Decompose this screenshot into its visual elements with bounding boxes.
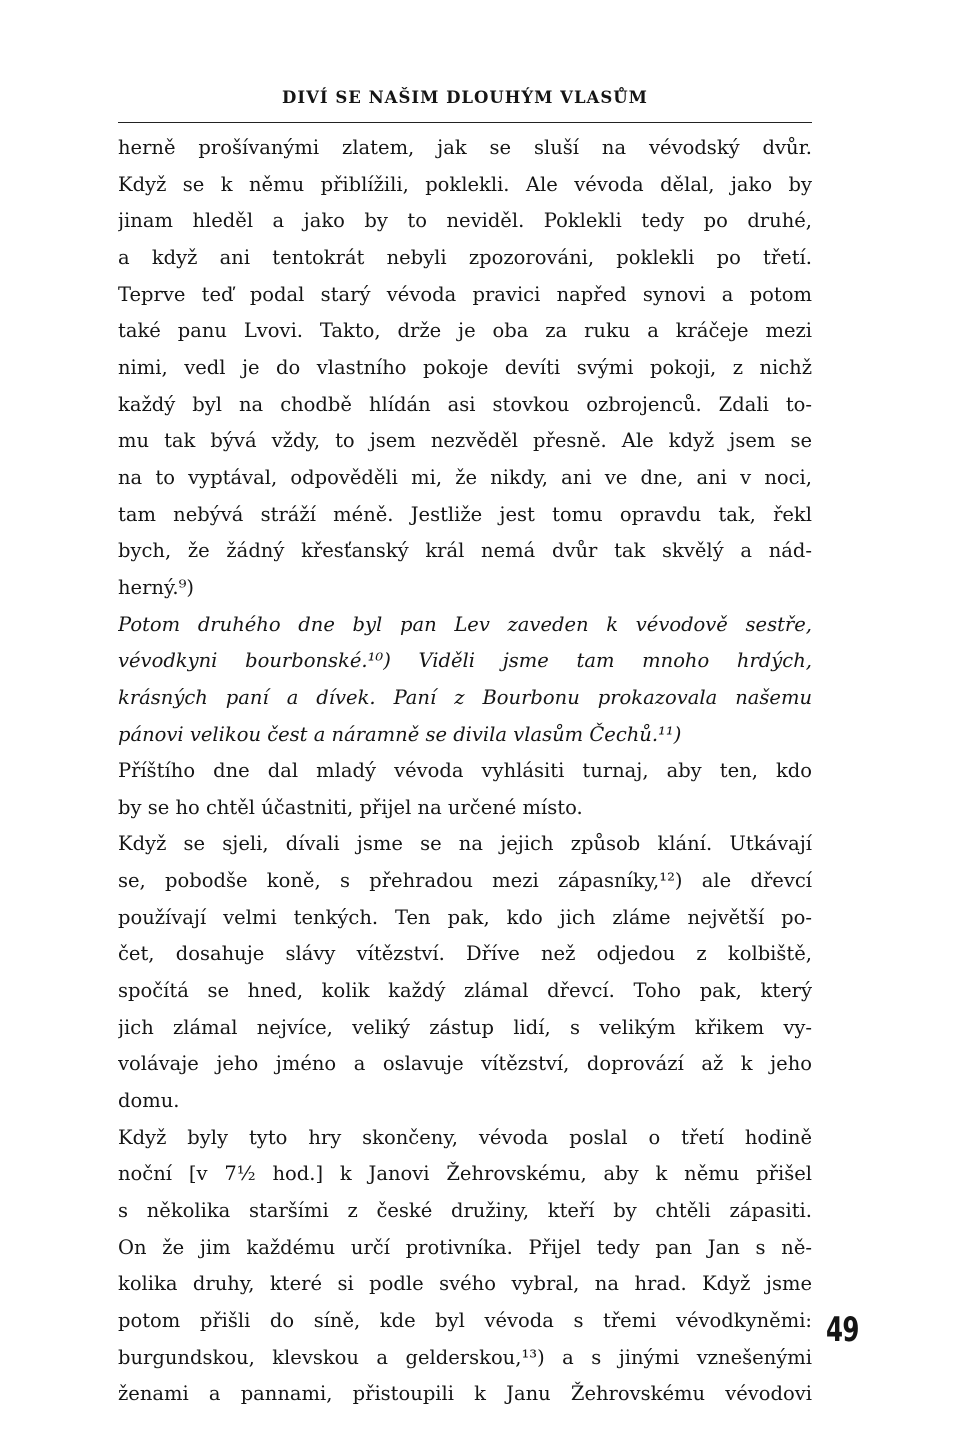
text-line: potom přišli do síně, kde byl vévoda s třemi vévodkyněmi: [118, 1309, 812, 1332]
text-line: by se ho chtěl účastniti, přijel na určené místo. [118, 795, 583, 819]
text-line: spočítá se hned, kolik každý zlámal dřevcí. Toho pak, který [118, 979, 812, 1003]
italic-text-line: vévodkyni bourbonské.¹⁰) Viděli jsme tam mnoho hrdých, [118, 649, 812, 673]
text-line: na to vyptával, odpověděli mi, že nikdy, ani ve dne, ani v noci, [118, 465, 812, 489]
text-line: noční [v 7½ hod.] k Janovi Žehrovskému, aby k němu přišel [118, 1162, 812, 1186]
text-line: každý byl na chodbě hlídán asi stovkou ozbrojenců. Zdali to- [118, 392, 812, 416]
text-line: kolika druhy, které si podle svého vybral, na hrad. Když jsme [118, 1272, 812, 1296]
text-line: bych, že žádný křesťanský král nemá dvůr tak skvělý a nád- [118, 539, 812, 563]
text-line: jich zlámal nejvíce, veliký zástup lidí, s velikým křikem vy- [118, 1015, 812, 1039]
text-line: Příštího dne dal mladý vévoda vyhlásiti turnaj, aby ten, kdo [118, 759, 812, 783]
italic-text-line: pánovi velikou čest a náramně se divila vlasům Čechů.¹¹) [118, 722, 682, 746]
body-text [118, 130, 812, 1413]
text-line: Když byly tyto hry skončeny, vévoda poslal o třetí hodině [118, 1125, 812, 1149]
running-header: DIVÍ SE NAŠIM DLOUHÝM VLASŮM [282, 88, 648, 107]
text-line: jinam hleděl a jako by to neviděl. Poklekli tedy po druhé, [118, 209, 812, 233]
text-line: herně prošívanými zlatem, jak se sluší na vévodský dvůr. [118, 136, 812, 159]
italic-text-line: krásných paní a dívek. Paní z Bourbonu prokazovala našemu [118, 685, 812, 709]
text-line: herný.⁹) [118, 575, 195, 599]
text-line: Teprve teď podal starý vévoda pravici napřed synovi a potom [118, 282, 812, 306]
text-line: používají velmi tenkých. Ten pak, kdo jich zláme největší po- [118, 905, 812, 929]
text-line: domu. [118, 1089, 180, 1113]
text-line: nimi, vedl je do vlastního pokoje devíti svými pokoji, z nichž [118, 355, 812, 379]
text-line: ženami a pannami, přistoupili k Janu Žehrovskému vévodovi [118, 1382, 812, 1406]
page-number: 49 [826, 1310, 859, 1350]
text-line: On že jim každému určí protivníka. Přijel tedy pan Jan s ně- [118, 1235, 812, 1259]
text-line: volávaje jeho jméno a oslavuje vítězství, doprovází až k jeho [118, 1052, 812, 1076]
text-line: mu tak bývá vždy, to jsem nezvěděl přesně. Ale když jsem se [118, 429, 812, 453]
header-rule [118, 122, 812, 123]
text-line: se, pobodše koně, s přehradou mezi zápasníky,¹²) ale dřevcí [118, 869, 812, 893]
italic-text-line: Potom druhého dne byl pan Lev zaveden k vévodově sestře, [118, 612, 812, 636]
text-line: také panu Lvovi. Takto, drže je oba za ruku a kráčeje mezi [118, 319, 812, 343]
text-line: Když se sjeli, dívali jsme se na jejich způsob klání. Utkávají [118, 832, 812, 856]
text-line: a když ani tentokrát nebyli zpozorováni, poklekli po třetí. [118, 245, 812, 269]
text-line: burgundskou, klevskou a gelderskou,¹³) a s jinými vznešenými [118, 1345, 812, 1369]
text-line: čet, dosahuje slávy vítězství. Dříve než odjedou z kolbiště, [118, 942, 812, 966]
text-line: tam nebývá stráží méně. Jestliže jest tomu opravdu tak, řekl [118, 502, 812, 526]
text-line: Když se k němu přiblížili, poklekli. Ale vévoda dělal, jako by [118, 172, 812, 196]
text-line: s několika staršími z české družiny, kteří by chtěli zápasiti. [118, 1199, 812, 1223]
